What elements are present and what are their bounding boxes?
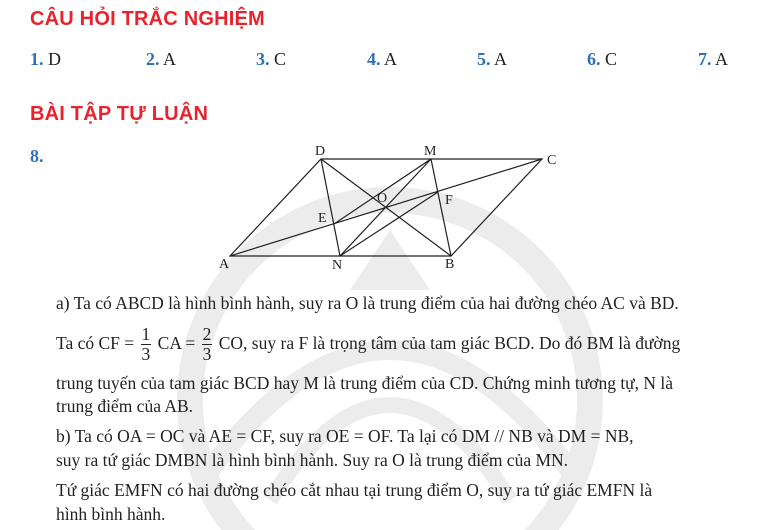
multiple-choice-heading: CÂU HỎI TRẮC NGHIỆM [30,8,265,30]
label-c: C [547,153,557,168]
parallelogram-figure [215,140,575,270]
label-o: O [377,191,388,206]
answer-item: 6. C [587,49,618,69]
answer-item: 4. A [367,49,398,69]
solution-a-line3: trung tuyến của tam giác BCD hay M là trung điểm của CD. Chứng minh tương tự, N là [56,373,674,393]
segment-mn [340,159,431,256]
segment-fn [340,192,438,256]
fraction-one-third: $\frac{1}{3}$ [141,324,151,365]
label-m: M [424,144,437,159]
solution-b-line3: Tứ giác EMFN có hai đường chéo cắt nhau tại trung điểm O, suy ra tứ giác EMFN là [56,480,653,500]
fraction-two-thirds: $\frac{2}{3}$ [202,324,212,365]
solution-a-line2: Ta có CF = $\frac{1}{3}$ CA = $\frac{2}{3}$ CO, suy ra F là trọng tâm của tam giác BCD. Do đó BM là đường [56,324,681,365]
label-f: F [445,193,453,208]
solution-b-line2: suy ra tứ giác DMBN là hình bình hành. Suy ra O là trung điểm của MN. [56,450,569,470]
label-d: D [315,144,326,159]
answer-item: 3. C [256,49,287,69]
answer-item: 1. D [30,49,61,69]
answer-key [0,49,763,73]
answer-item: 5. A [477,49,508,69]
solution-a-line1: a) Ta có ABCD là hình bình hành, suy ra O là trung điểm của hai đường chéo AC và BD. [56,293,679,313]
solution-b-line4: hình bình hành. [56,504,166,524]
answer-item: 7. A [698,49,729,69]
label-n: N [332,258,343,270]
label-a: A [219,257,230,270]
answer-item: 2. A [146,49,177,69]
solution-a-line4: trung điểm của AB. [56,396,194,416]
segment-dn [321,159,340,256]
solution-b-line1: b) Ta có OA = OC và AE = CF, suy ra OE = OF. Ta lại có DM // NB và DM = NB, [56,426,634,446]
label-b: B [445,257,455,270]
label-e: E [318,211,327,226]
problem-number: 8. [30,146,44,166]
essay-heading: BÀI TẬP TỰ LUẬN [30,103,209,125]
